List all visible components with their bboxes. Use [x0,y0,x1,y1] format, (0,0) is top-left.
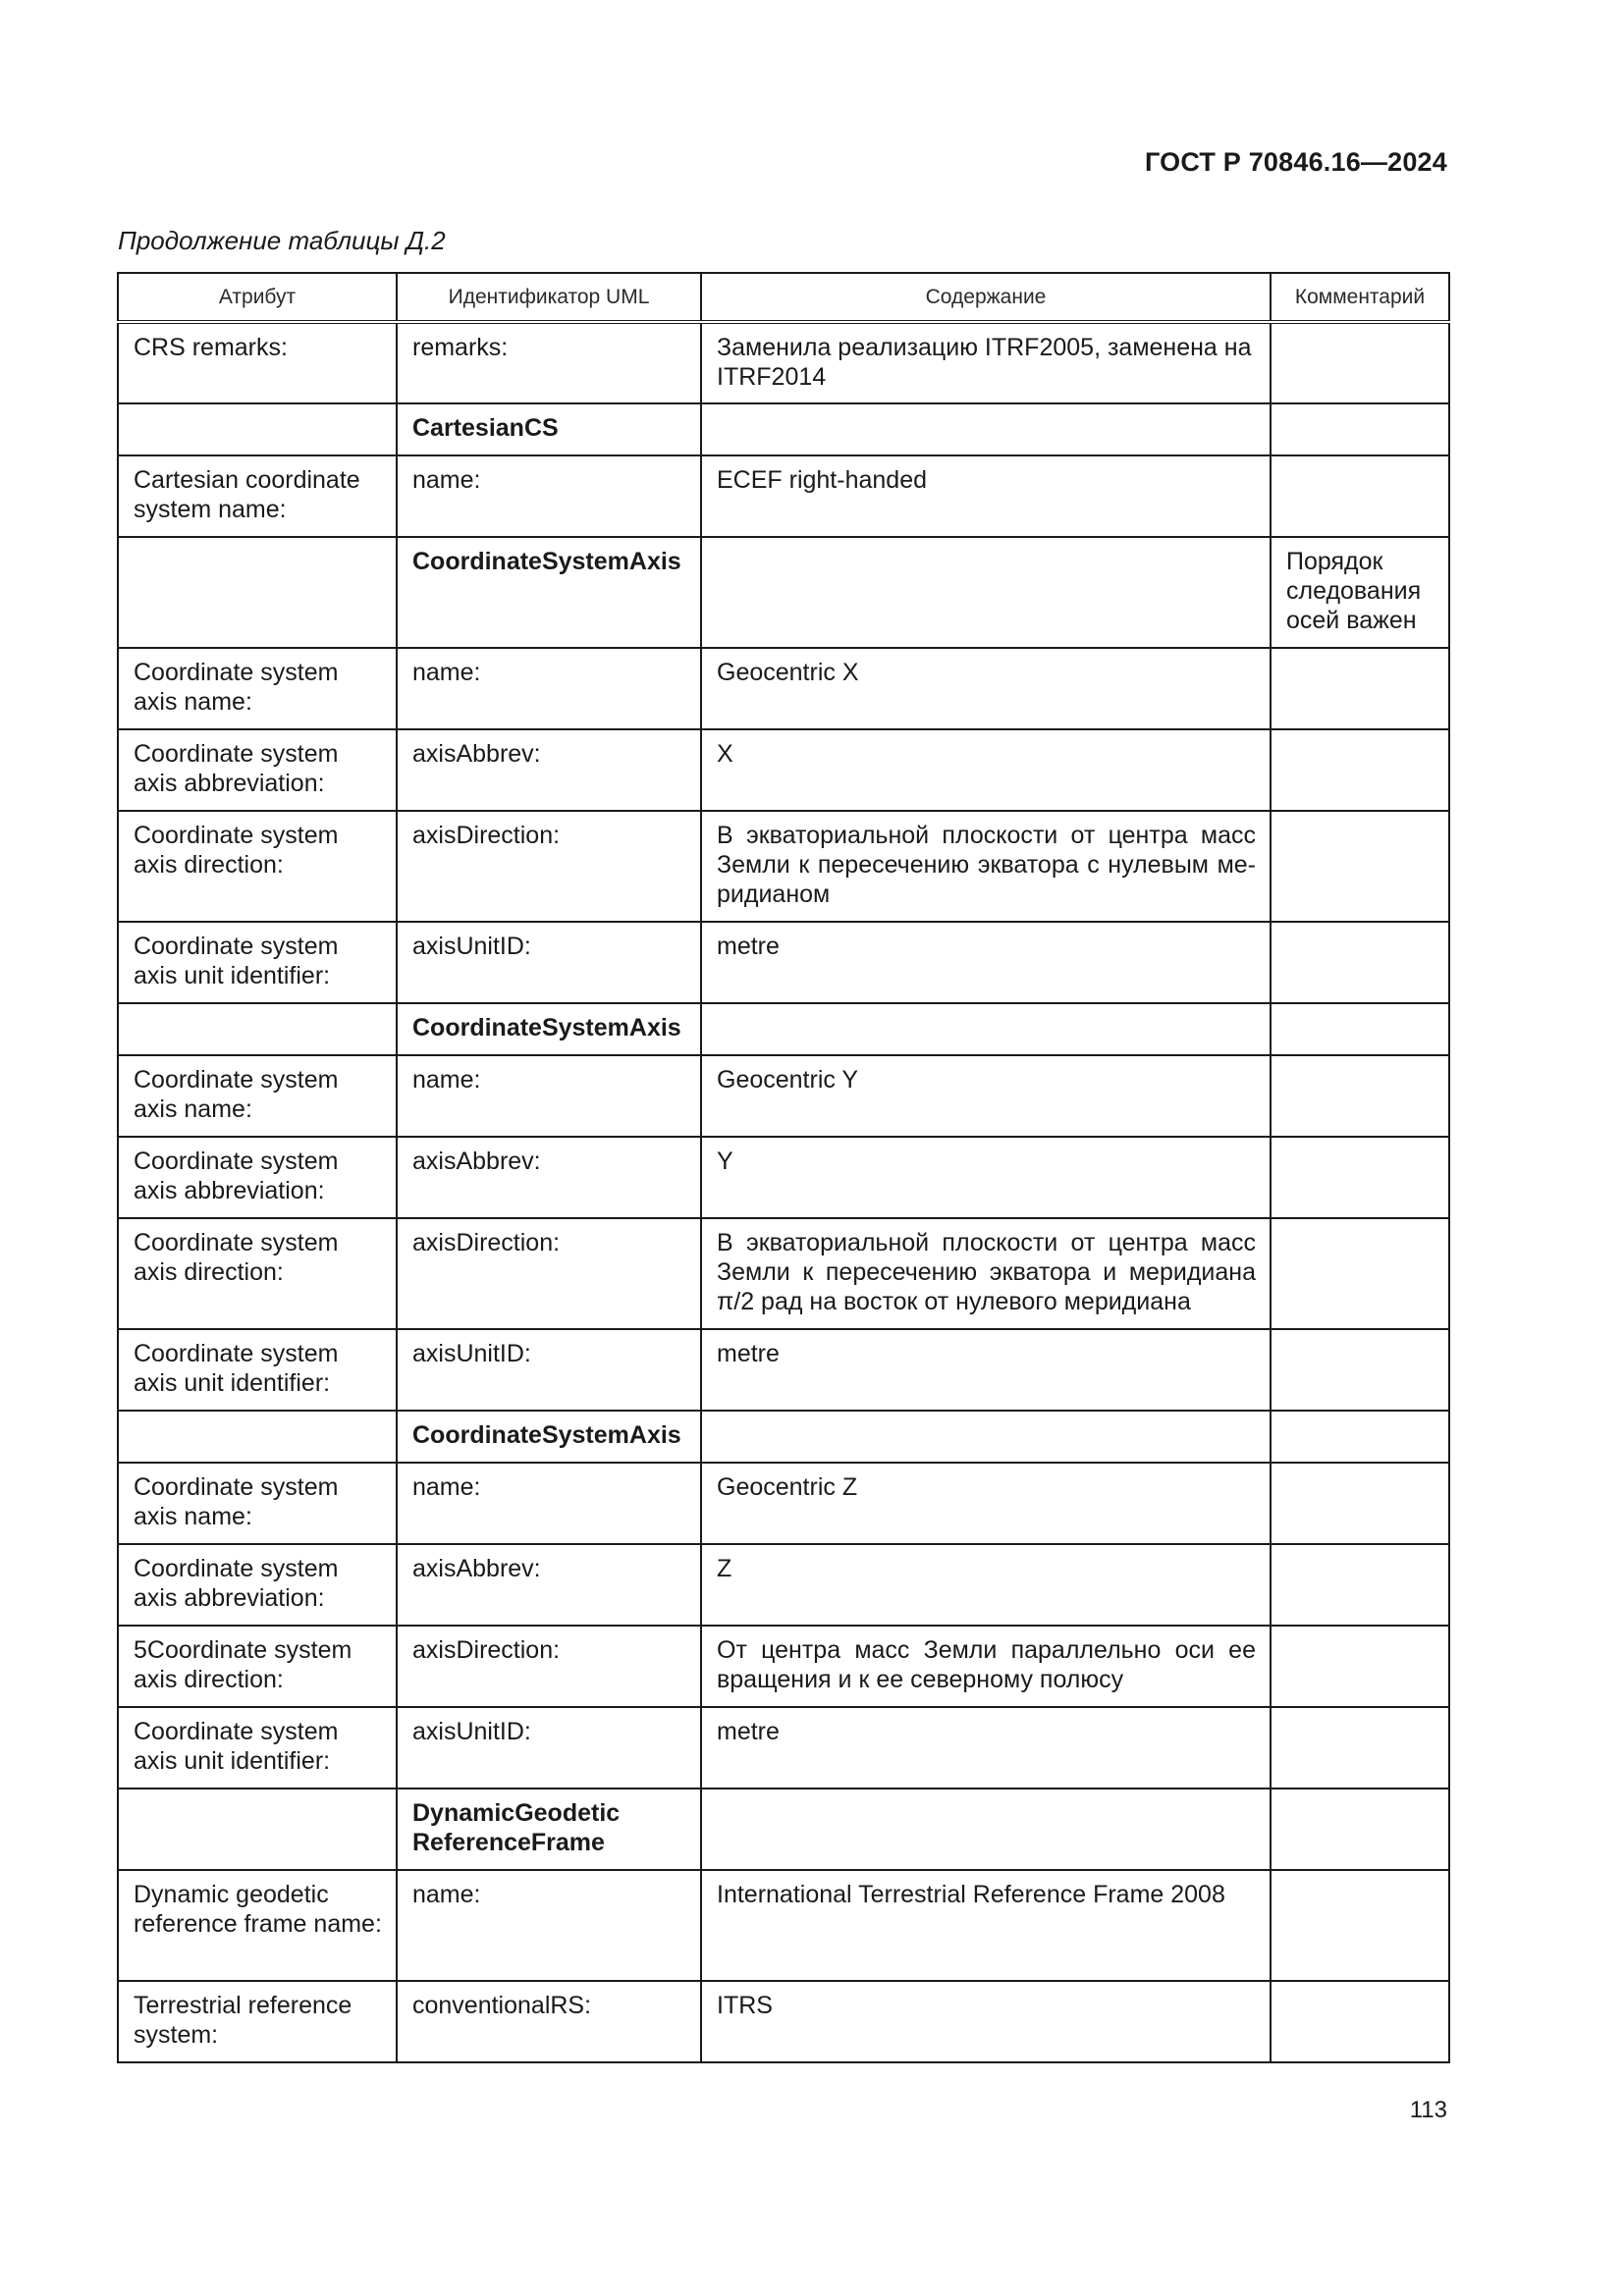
table-row [118,1981,1449,2062]
table-row [118,1055,1449,1137]
cell-content: Y [701,1137,1271,1218]
cell-content: Z [701,1544,1271,1626]
table-row [118,1544,1449,1626]
cell-attribute: Coordinate system axis unit identifier: [118,1329,397,1411]
table-row [118,1870,1449,1981]
table-caption: Продолжение таблицы Д.2 [118,226,446,255]
table-row [118,1626,1449,1707]
cell-content: Заменила реализацию ITRF2005, заменена на ITRF2014 [701,322,1271,403]
cell-comment [1271,322,1449,403]
cell-comment [1271,1218,1449,1329]
cell-uml-section: CoordinateSystemAxis [397,1003,701,1055]
cell-uml-identifier: axisUnitID: [397,922,701,1003]
cell-attribute: Dynamic geodetic reference frame name: [118,1870,397,1981]
document-code: ГОСТ Р 70846.16—2024 [1145,147,1447,177]
cell-comment [1271,403,1449,455]
cell-attribute [118,1789,397,1870]
cell-comment [1271,1626,1449,1707]
cell-content: ECEF right-handed [701,455,1271,537]
cell-content [701,537,1271,648]
cell-attribute: Cartesian coordinate system name: [118,455,397,537]
cell-attribute [118,1411,397,1463]
cell-comment [1271,1463,1449,1544]
cell-comment [1271,455,1449,537]
cell-comment [1271,1003,1449,1055]
table-row [118,455,1449,537]
column-header-uml-identifier: Идентификатор UML [397,273,701,322]
table-section-row [118,1003,1449,1055]
cell-comment: Порядок следования осей важен [1271,537,1449,648]
table-row [118,1137,1449,1218]
cell-content [701,403,1271,455]
cell-attribute [118,1003,397,1055]
cell-content: От центра масс Земли параллельно оси ее вращения и к ее северному полюсу [701,1626,1271,1707]
table-section-row [118,403,1449,455]
cell-content [701,1003,1271,1055]
cell-uml-identifier: name: [397,1463,701,1544]
column-header-attribute: Атрибут [118,273,397,322]
table-row [118,922,1449,1003]
cell-uml-identifier: axisAbbrev: [397,1137,701,1218]
cell-content: metre [701,1707,1271,1789]
cell-content: Geocentric X [701,648,1271,729]
cell-attribute: Coordinate system axis unit identifier: [118,1707,397,1789]
cell-uml-identifier: axisAbbrev: [397,1544,701,1626]
cell-comment [1271,648,1449,729]
cell-comment [1271,1055,1449,1137]
cell-attribute: Coordinate system axis direction: [118,1218,397,1329]
cell-uml-identifier: axisUnitID: [397,1329,701,1411]
cell-content: X [701,729,1271,811]
cell-attribute: 5Coordinate system axis direction: [118,1626,397,1707]
cell-content: Geocentric Y [701,1055,1271,1137]
cell-uml-identifier: axisDirection: [397,1626,701,1707]
cell-uml-identifier: name: [397,1870,701,1981]
cell-attribute: Coordinate system axis name: [118,1055,397,1137]
cell-uml-identifier: name: [397,455,701,537]
cell-comment [1271,1329,1449,1411]
cell-content: В экваториальной плоскости от центра масс Земли к пересечению экватора и меридиана π/2 рад на восток от нулевого меридиана [701,1218,1271,1329]
cell-uml-identifier: remarks: [397,322,701,403]
cell-uml-section: CartesianCS [397,403,701,455]
cell-comment [1271,729,1449,811]
cell-attribute [118,537,397,648]
cell-attribute: Coordinate system axis abbreviation: [118,729,397,811]
table-header-row [118,273,1449,322]
cell-uml-section: DynamicGeodetic ReferenceFrame [397,1789,701,1870]
column-header-content: Содержание [701,273,1271,322]
cell-comment [1271,811,1449,922]
table-row [118,1218,1449,1329]
cell-comment [1271,1981,1449,2062]
table-row [118,1707,1449,1789]
attribute-table [117,272,1450,2063]
cell-attribute: Coordinate system axis unit identifier: [118,922,397,1003]
table-section-row [118,537,1449,648]
cell-comment [1271,1707,1449,1789]
column-header-comment: Комментарий [1271,273,1449,322]
table-section-row [118,1411,1449,1463]
cell-comment [1271,1137,1449,1218]
cell-attribute: Coordinate system axis direction: [118,811,397,922]
cell-comment [1271,1870,1449,1981]
cell-comment [1271,922,1449,1003]
table-row [118,729,1449,811]
cell-uml-identifier: conventionalRS: [397,1981,701,2062]
cell-content: ITRS [701,1981,1271,2062]
cell-uml-identifier: axisDirection: [397,1218,701,1329]
cell-content: В экваториальной плоскости от центра масс Земли к пересечению экватора с нулевым ме-ридианом [701,811,1271,922]
cell-content [701,1411,1271,1463]
cell-content: metre [701,922,1271,1003]
cell-content: Geocentric Z [701,1463,1271,1544]
cell-uml-identifier: name: [397,1055,701,1137]
cell-uml-section: CoordinateSystemAxis [397,537,701,648]
cell-uml-identifier: name: [397,648,701,729]
cell-attribute: Terrestrial reference system: [118,1981,397,2062]
cell-attribute: CRS remarks: [118,322,397,403]
cell-comment [1271,1544,1449,1626]
cell-uml-identifier: axisDirection: [397,811,701,922]
table-row [118,648,1449,729]
cell-attribute: Coordinate system axis abbreviation: [118,1137,397,1218]
cell-attribute: Coordinate system axis name: [118,1463,397,1544]
page-number: 113 [1409,2097,1447,2123]
cell-comment [1271,1789,1449,1870]
cell-attribute: Coordinate system axis name: [118,648,397,729]
cell-uml-identifier: axisAbbrev: [397,729,701,811]
cell-attribute [118,403,397,455]
cell-content [701,1789,1271,1870]
table-row [118,322,1449,403]
cell-content: International Terrestrial Reference Frame 2008 [701,1870,1271,1981]
cell-uml-section: CoordinateSystemAxis [397,1411,701,1463]
cell-comment [1271,1411,1449,1463]
cell-attribute: Coordinate system axis abbreviation: [118,1544,397,1626]
table-section-row [118,1789,1449,1870]
table-row [118,1329,1449,1411]
table-row [118,811,1449,922]
cell-content: metre [701,1329,1271,1411]
table-row [118,1463,1449,1544]
cell-uml-identifier: axisUnitID: [397,1707,701,1789]
